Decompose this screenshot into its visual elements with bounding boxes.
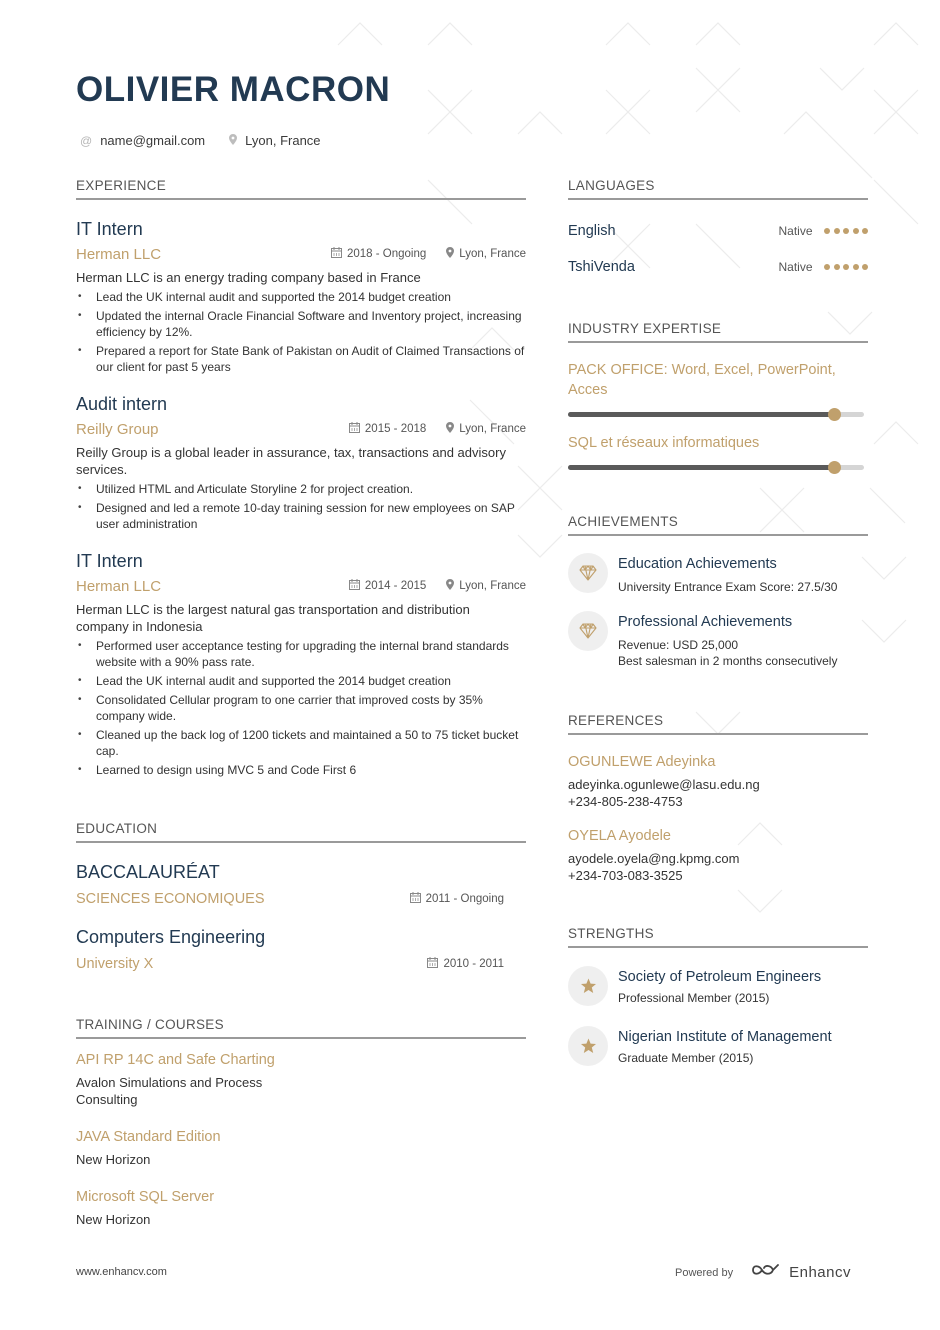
strength-title: Society of Petroleum Engineers: [618, 969, 822, 985]
language-row: [568, 221, 868, 241]
powered-by-label: Powered by: [675, 1266, 734, 1279]
reference-name: OGUNLEWE Adeyinka: [568, 754, 716, 770]
references-list: [568, 754, 868, 881]
company-name: Herman LLC: [76, 577, 162, 595]
calendar-icon: [349, 579, 360, 593]
reference-entry: [568, 754, 868, 807]
training-entry: [76, 1188, 304, 1228]
experience-list: [76, 219, 526, 778]
rating-dot: [843, 228, 849, 234]
rating-dot: [862, 228, 868, 234]
job-location: [446, 422, 526, 436]
course-provider: New Horizon: [76, 1152, 151, 1167]
expertise-name: SQL et réseaux informatiques: [568, 435, 760, 451]
language-row: [568, 257, 868, 277]
job-date: [349, 579, 426, 593]
rating-dot: [834, 228, 840, 234]
reference-phone: +234-703-083-3525: [568, 868, 683, 883]
school-name: University X: [76, 956, 154, 972]
expertise-bar-fill: [568, 465, 834, 470]
location-pin-icon: [446, 247, 454, 261]
strength-entry: [568, 966, 868, 1006]
job-description: Reilly Group is a global leader in assurance, tax, transactions and advisory services.: [76, 445, 506, 477]
location-item: [229, 133, 320, 148]
industry-list: [568, 360, 868, 470]
job-bullets: [76, 289, 526, 375]
location-pin-icon: [446, 422, 454, 436]
job-title: IT Intern: [76, 551, 143, 571]
diamond-icon: [568, 611, 608, 651]
job-entry: [76, 551, 526, 778]
rating-dot: [843, 264, 849, 270]
rating-dot: [862, 264, 868, 270]
job-location: [446, 579, 526, 593]
job-date: [331, 247, 426, 261]
job-meta-row: [76, 577, 526, 595]
achievement-body: [618, 553, 837, 595]
job-location-text: Lyon, France: [459, 580, 526, 592]
job-title: IT Intern: [76, 219, 143, 239]
job-bullet: • Designed and led a remote 10-day training session for new employees on SAP user administration: [76, 500, 526, 532]
language-rating: [821, 264, 869, 270]
school-name: SCIENCES ECONOMIQUES: [76, 891, 265, 907]
course-provider: Avalon Simulations and Process Consulting: [76, 1075, 263, 1107]
job-bullet: • Learned to design using MVC 5 and Code First 6: [76, 762, 526, 778]
candidate-name: OLIVIER MACRON: [76, 70, 391, 109]
education-date: [427, 957, 504, 971]
job-location-text: Lyon, France: [459, 248, 526, 260]
language-rating: [821, 228, 869, 234]
course-provider: New Horizon: [76, 1212, 151, 1227]
rating-dot: [853, 264, 859, 270]
job-bullet: • Utilized HTML and Articulate Storyline 2 for project creation.: [76, 481, 526, 497]
job-date-text: 2014 - 2015: [364, 580, 427, 592]
job-date-text: 2018 - Ongoing: [347, 248, 427, 260]
expertise-entry: [568, 360, 868, 417]
language-level: Native: [778, 260, 813, 274]
job-bullet: • Consolidated Cellular program to one carrier that improved costs by 35% company wide.: [76, 692, 526, 724]
achievement-line: University Entrance Exam Score: 27.5/30: [618, 580, 838, 594]
brand-name[interactable]: Enhancv: [789, 1264, 851, 1281]
expertise-bar-fill: [568, 412, 834, 417]
strengths-list: [568, 966, 868, 1066]
education-entry: [76, 862, 526, 907]
education-meta-row: [76, 956, 526, 972]
expertise-bar: [568, 465, 864, 470]
degree-title: BACCALAURÉAT: [76, 862, 220, 882]
calendar-icon: [349, 422, 360, 436]
achievement-entry: [568, 553, 868, 595]
training-list: [76, 1051, 526, 1248]
footer-branding: [675, 1262, 851, 1283]
contact-bar: [80, 133, 345, 148]
reference-name: OYELA Ayodele: [568, 828, 671, 844]
job-entry: [76, 394, 526, 532]
reference-entry: [568, 828, 868, 881]
enhancv-logo-icon: [751, 1262, 781, 1283]
education-entry: [76, 927, 526, 972]
rating-dot: [824, 228, 830, 234]
job-bullet: • Updated the internal Oracle Financial Software and Inventory project, increasing efficiency by 12%.: [76, 308, 526, 340]
education-list: [76, 862, 526, 972]
strength-subtitle: Graduate Member (2015): [618, 1051, 754, 1065]
expertise-bar: [568, 412, 864, 417]
strength-title: Nigerian Institute of Management: [618, 1029, 832, 1045]
reference-phone: +234-805-238-4753: [568, 794, 683, 809]
training-heading: TRAINING / COURSES: [76, 1017, 526, 1039]
languages-list: [568, 221, 868, 277]
job-bullets: [76, 638, 526, 778]
company-name: Reilly Group: [76, 420, 159, 438]
calendar-icon: [331, 247, 342, 261]
achievements-heading: ACHIEVEMENTS: [568, 514, 868, 536]
expertise-entry: [568, 433, 868, 470]
expertise-bar-knob: [828, 408, 841, 421]
rating-dot: [853, 228, 859, 234]
location-pin-icon: [229, 134, 237, 148]
achievement-details: [618, 579, 837, 595]
achievement-entry: [568, 611, 868, 669]
footer-website[interactable]: www.enhancv.com: [76, 1266, 167, 1278]
industry-heading: INDUSTRY EXPERTISE: [568, 321, 868, 343]
training-entry: [76, 1128, 304, 1168]
rating-dot: [824, 264, 830, 270]
email-text: name@gmail.com: [100, 133, 206, 148]
education-heading: EDUCATION: [76, 821, 526, 843]
job-meta-row: [76, 420, 526, 438]
job-location-text: Lyon, France: [459, 423, 526, 435]
references-heading: REFERENCES: [568, 713, 868, 735]
course-name: API RP 14C and Safe Charting: [76, 1052, 275, 1068]
education-date-text: 2011 - Ongoing: [425, 893, 504, 905]
course-name: JAVA Standard Edition: [76, 1129, 221, 1145]
strengths-heading: STRENGTHS: [568, 926, 868, 948]
right-column: [568, 178, 868, 1066]
strength-subtitle: Professional Member (2015): [618, 991, 770, 1005]
company-name: Herman LLC: [76, 245, 162, 263]
education-date: [410, 892, 504, 906]
education-meta-row: [76, 891, 526, 907]
job-description: Herman LLC is an energy trading company based in France: [76, 270, 421, 285]
degree-title: Computers Engineering: [76, 927, 266, 947]
job-bullet: • Lead the UK internal audit and supported the 2014 budget creation: [76, 289, 526, 305]
job-bullet: • Performed user acceptance testing for upgrading the internal brand standards website with a 90% pass rate.: [76, 638, 526, 670]
achievement-body: [618, 611, 837, 669]
star-icon: [568, 1026, 608, 1066]
calendar-icon: [410, 892, 421, 906]
language-level: Native: [778, 224, 813, 238]
strength-body: [618, 1026, 832, 1066]
at-icon: @: [80, 133, 93, 148]
job-entry: [76, 219, 526, 375]
achievement-details: [618, 637, 837, 669]
calendar-icon: [427, 957, 438, 971]
education-date-text: 2010 - 2011: [443, 958, 504, 970]
location-pin-icon: [446, 579, 454, 593]
achievement-title: Education Achievements: [618, 556, 777, 572]
job-date: [349, 422, 426, 436]
star-icon: [568, 966, 608, 1006]
achievements-list: [568, 553, 868, 669]
job-title: Audit intern: [76, 394, 168, 414]
reference-email[interactable]: adeyinka.ogunlewe@lasu.edu.ng: [568, 777, 760, 792]
language-name: TshiVenda: [568, 259, 635, 275]
job-bullet: • Prepared a report for State Bank of Pakistan on Audit of Claimed Transactions of our client for past 5 years: [76, 343, 526, 375]
experience-heading: EXPERIENCE: [76, 178, 526, 200]
job-bullet: • Lead the UK internal audit and supported the 2014 budget creation: [76, 673, 526, 689]
diamond-icon: [568, 553, 608, 593]
job-location: [446, 247, 526, 261]
languages-heading: LANGUAGES: [568, 178, 868, 200]
email-item[interactable]: [80, 133, 205, 148]
job-bullets: [76, 481, 526, 532]
strength-body: [618, 966, 821, 1006]
job-date-text: 2015 - 2018: [364, 423, 427, 435]
reference-email[interactable]: ayodele.oyela@ng.kpmg.com: [568, 851, 740, 866]
job-bullet: • Cleaned up the back log of 1200 tickets and maintained a 50 to 75 ticket bucket cap.: [76, 727, 526, 759]
course-name: Microsoft SQL Server: [76, 1189, 215, 1205]
left-column: [76, 178, 526, 1248]
achievement-line: Revenue: USD 25,000: [618, 638, 739, 652]
location-text: Lyon, France: [245, 133, 321, 148]
training-entry: [76, 1051, 304, 1108]
achievement-line: Best salesman in 2 months consecutively: [618, 654, 838, 668]
expertise-bar-knob: [828, 461, 841, 474]
strength-entry: [568, 1026, 868, 1066]
language-name: English: [568, 223, 616, 239]
expertise-name: PACK OFFICE: Word, Excel, PowerPoint, Acces: [568, 362, 836, 398]
rating-dot: [834, 264, 840, 270]
job-description: Herman LLC is the largest natural gas transportation and distribution company in Indonesia: [76, 602, 470, 634]
achievement-title: Professional Achievements: [618, 614, 793, 630]
job-meta-row: [76, 245, 526, 263]
